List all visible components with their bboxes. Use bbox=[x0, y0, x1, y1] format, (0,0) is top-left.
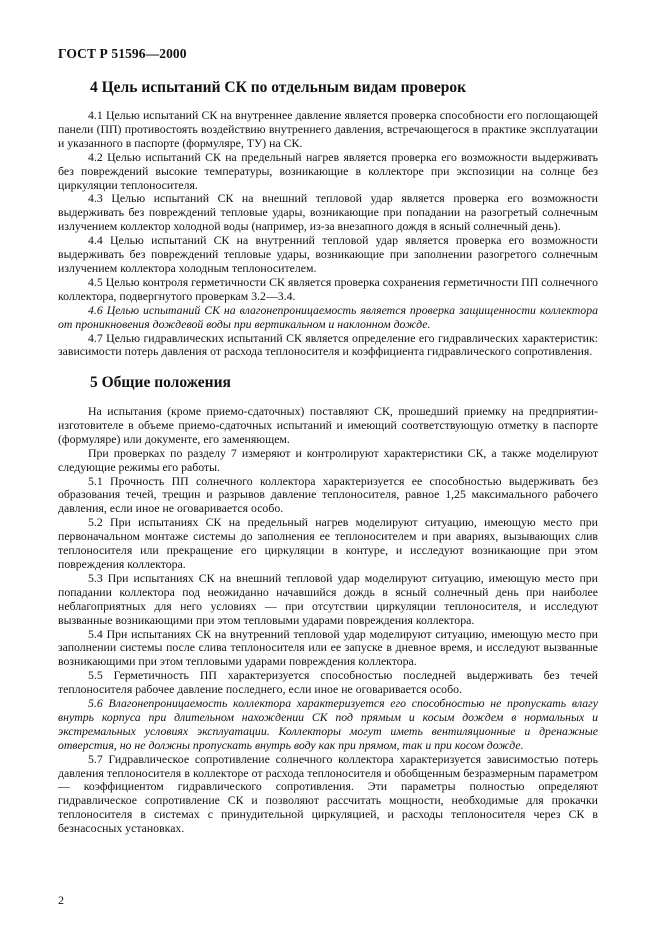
paragraph-4-4: 4.4 Целью испытаний СК на внутренний тепловой удар является проверка его возможности выдерживать без повреждений тепловые удары, возникающие при заполнении разогретого солнечным излучением коллектора холодным теплоносителем. bbox=[58, 233, 598, 275]
page-number: 2 bbox=[58, 893, 64, 907]
paragraph-4-6: 4.6 Целью испытаний СК на влагонепроницаемость является проверка защищенности коллектора от проникновения дождевой воды при вертикальном и наклонном дожде. bbox=[58, 302, 598, 331]
paragraph-4-2: 4.2 Целью испытаний СК на предельный нагрев является проверка его возможности выдерживать без повреждений высокие температуры, возникающие в коллекторе при экспозиции на солнце без циркуляции теплоносителя. bbox=[58, 149, 598, 192]
section-5-body bbox=[58, 405, 598, 836]
paragraph-5-intro: На испытания (кроме приемо-сдаточных) поставляют СК, прошедший приемку на предприятии-изготовителе в объеме приемо-сдаточных испытаний и имеющий соответствующую отметку в паспорте (формуляре) или документе, его заменяющем. bbox=[58, 404, 598, 446]
paragraph-5-2: 5.2 При испытаниях СК на предельный нагрев моделируют ситуацию, имеющую место при первоначальном монтаже системы до заполнения ее теплоносителем и при авариях, вызывающих слив теплоносителя или прекращение его циркуляции в контуре, и исследуют возникающие при этом повреждения коллектора. bbox=[58, 515, 598, 571]
section-4-heading: 4 Цель испытаний СК по отдельным видам проверок bbox=[90, 79, 467, 96]
section-4-body bbox=[58, 109, 598, 359]
paragraph-5-6: 5.6 Влагонепроницаемость коллектора характеризуется его способностью не пропускать влагу внутрь корпуса при длительном нахождении СК под прямым и косым дождем в нормальных и экстремальных условиях эксплуатации. Коллекторы могут иметь вентиляционные и дренажные отверстия, но не должны пропускать внутрь воду как при прямом, так и при косом дожде. bbox=[58, 696, 598, 752]
paragraph-5-1: 5.1 Прочность ПП солнечного коллектора характеризуется ее способностью выдерживать без образования течей, трещин и разрывов давление теплоносителя, равное 1,25 максимального рабочего давления, если иное не оговаривается особо. bbox=[58, 473, 598, 516]
paragraph-4-5: 4.5 Целью контроля герметичности СК является проверка сохранения герметичности ПП солнечного коллектора, подвергнутого проверкам 3.2—3.4. bbox=[58, 274, 598, 303]
paragraph-5-3: 5.3 При испытаниях СК на внешний тепловой удар моделируют ситуацию, имеющую место при попадании коллектора под неожиданно начавшийся дождь в ясный солнечный день при наиболее неблагоприятных для него условиях — при отсутствии циркуляции теплоносителя, и исследуют вызванные возникающими при этом тепловыми ударами повреждения коллектора. bbox=[58, 570, 598, 627]
paragraph-5-5: 5.5 Герметичность ПП характеризуется способностью последней выдерживать без течей теплоносителя рабочее давление последнего, если иное не оговаривается особо. bbox=[58, 668, 598, 697]
paragraph-5-7: 5.7 Гидравлическое сопротивление солнечного коллектора характеризуется зависимостью потерь давления теплоносителя в коллекторе от расхода теплоносителя и обобщенным безразмерным параметром — коэффициентом гидравлического сопротивления. Эти параметры полностью определяют гидравлическое сопротивление СК и позволяют рассчитать мощности, необходимые для прокачки теплоносителя в системах с принудительной циркуляцией, и расходы теплоносителя через СК в безнасосных установках. bbox=[58, 751, 598, 836]
paragraph-4-1: 4.1 Целью испытаний СК на внутреннее давление является проверка способности его поглощающей панели (ПП) противостоять воздействию внутреннего давления, встречающегося в практике эксплуатации и указанного в паспорте (формуляре, ТУ) на СК. bbox=[58, 108, 598, 150]
paragraph-4-7: 4.7 Целью гидравлических испытаний СК является определение его гидравлических характеристик: зависимости потерь давления от расхода теплоносителя и коэффициента гидравлического сопротивления. bbox=[58, 330, 598, 359]
section-5-heading: 5 Общие положения bbox=[90, 374, 231, 391]
paragraph-5-4: 5.4 При испытаниях СК на внутренний тепловой удар моделируют ситуацию, имеющую место при заполнении системы после слива теплоносителя или ее запуске в дневное время, и исследуют вызванные возникающими при этом тепловыми ударами повреждения коллектора. bbox=[58, 626, 598, 669]
paragraph-4-3: 4.3 Целью испытаний СК на внешний тепловой удар является проверка его возможности выдерживать без повреждений тепловые удары, возникающие при попадании на разогретый солнечным излучением коллектор холодной воды (например, из-за внезапного дождя в ясный солнечный день). bbox=[58, 191, 598, 234]
paragraph-5-modes: При проверках по разделу 7 измеряют и контролируют характеристики СК, а также моделируют следующие режимы его работы. bbox=[58, 445, 598, 474]
document-code: ГОСТ Р 51596—2000 bbox=[58, 46, 187, 61]
